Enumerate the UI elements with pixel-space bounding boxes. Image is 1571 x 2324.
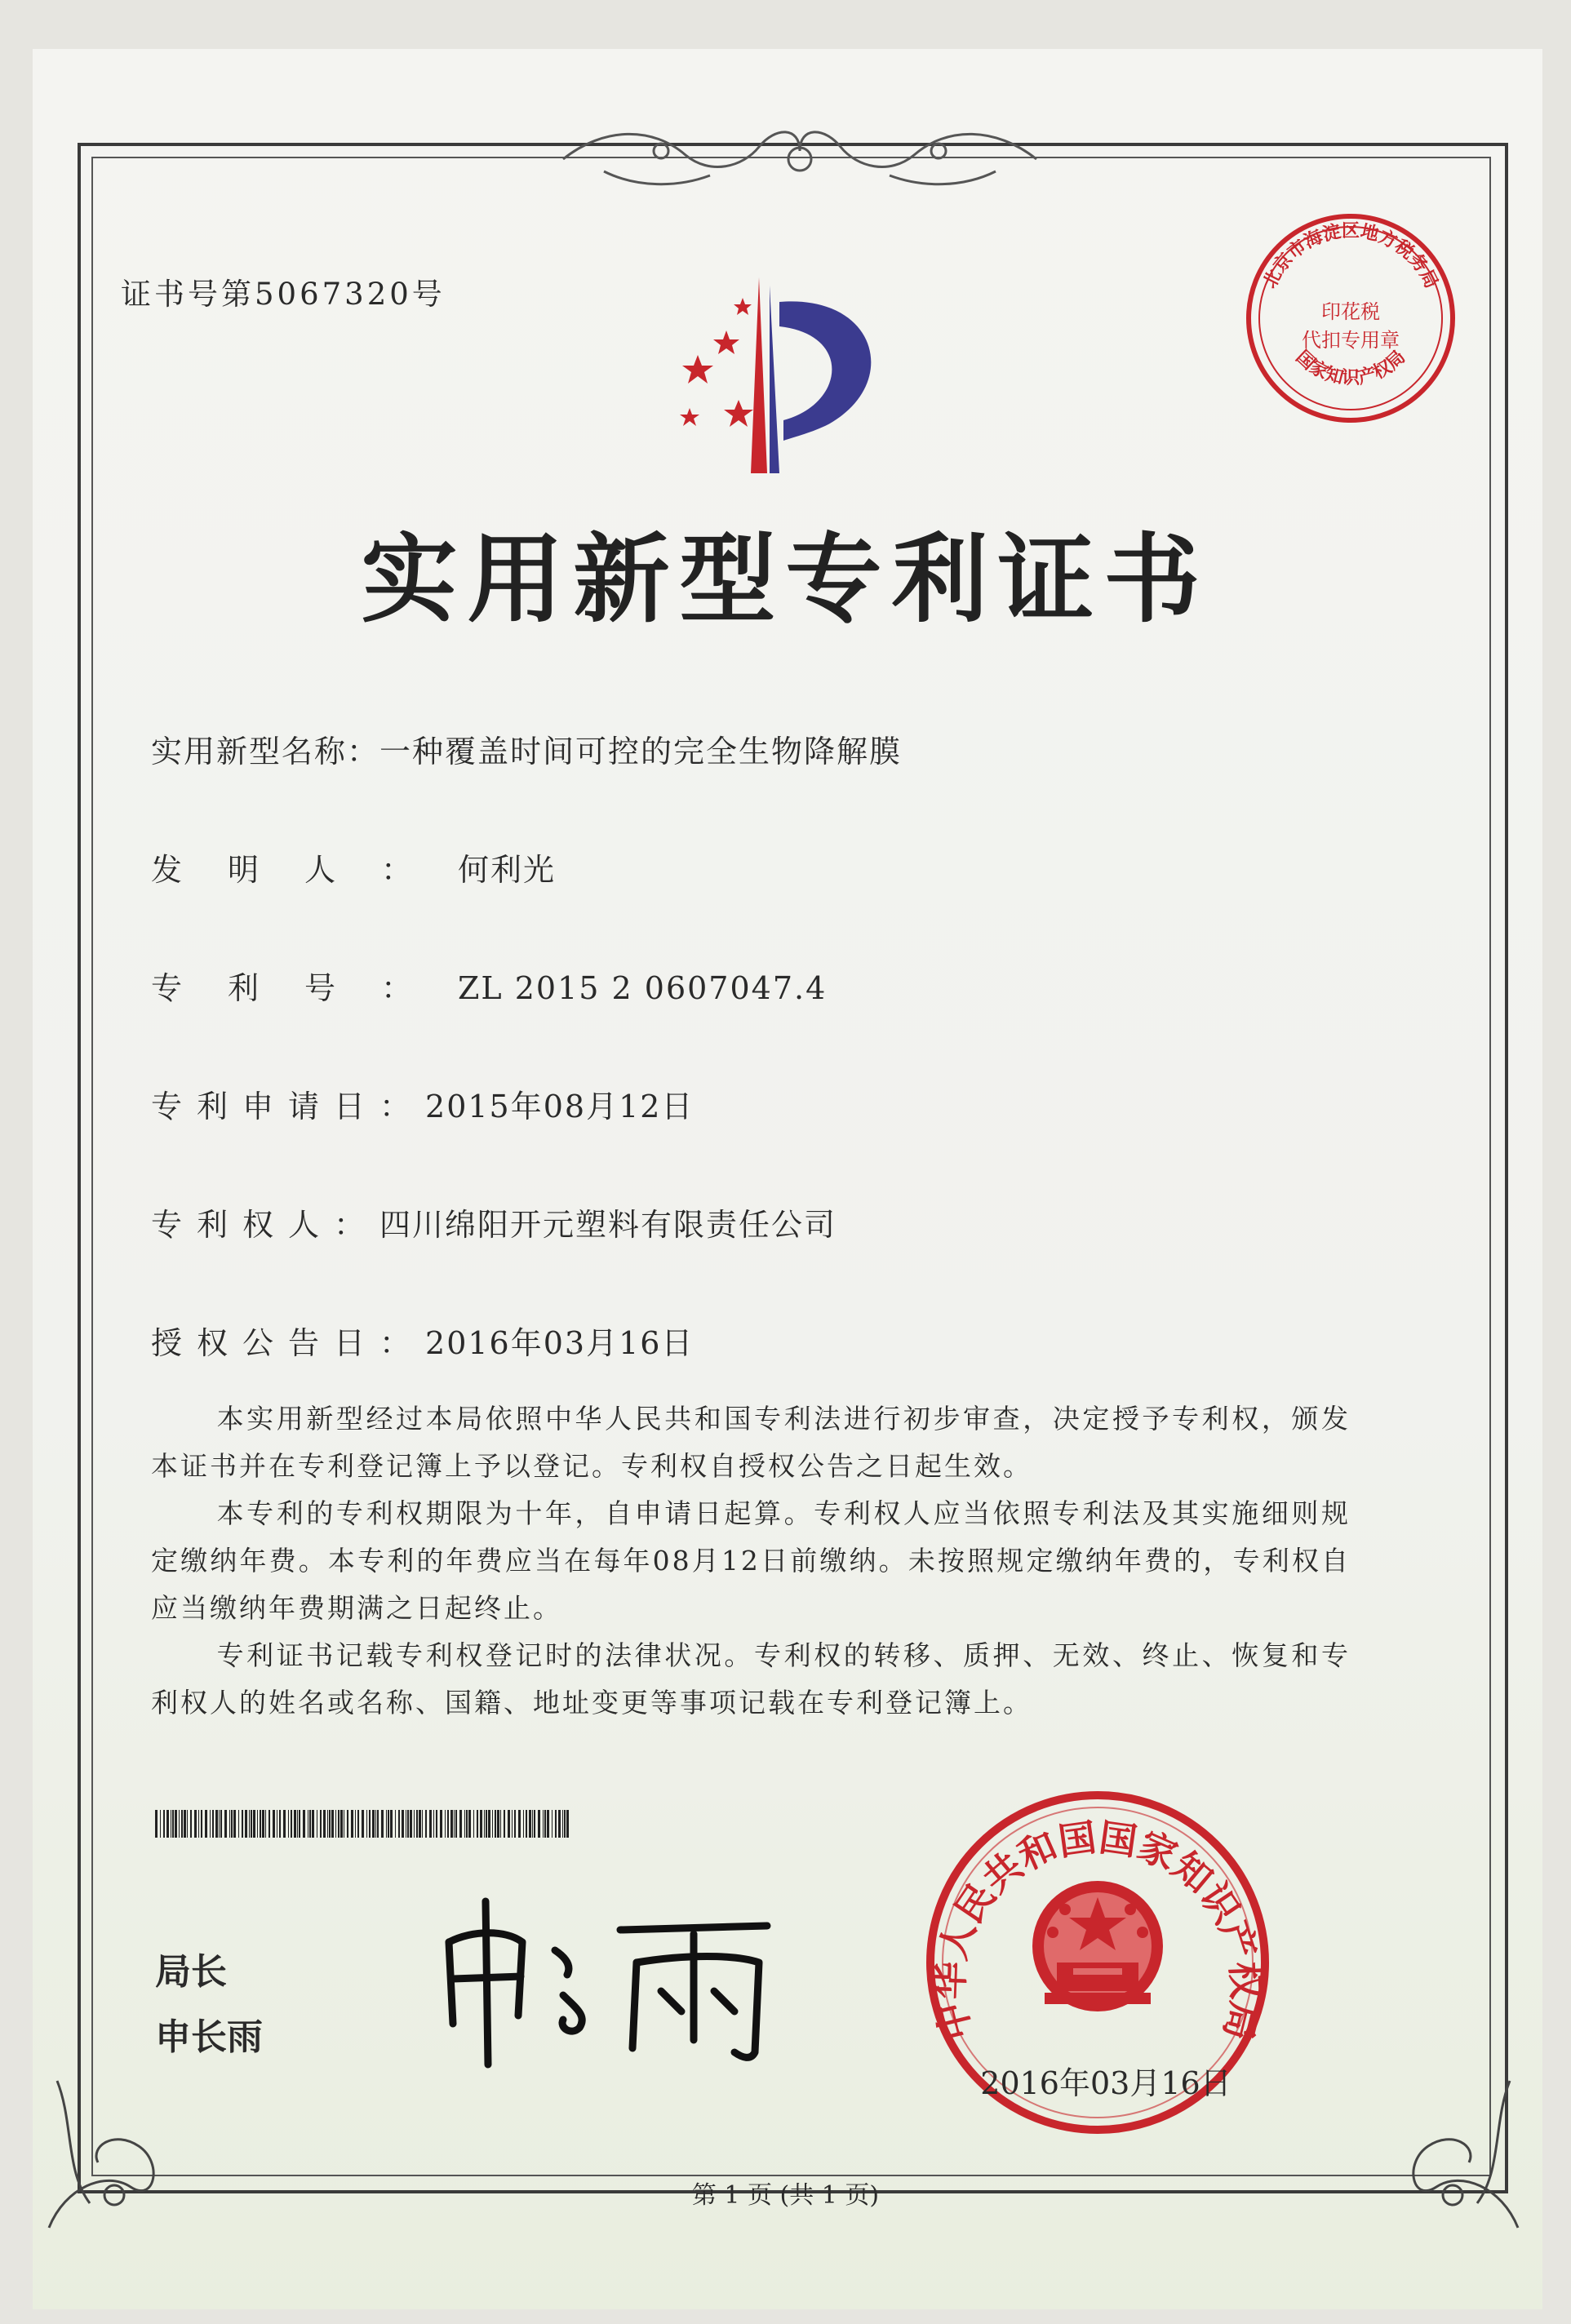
svg-text:国家知识产权局 — [1292, 347, 1409, 388]
barcode-bar — [297, 1810, 298, 1838]
barcode-bar — [436, 1810, 437, 1838]
barcode-bar — [231, 1810, 233, 1838]
barcode-bar — [386, 1810, 387, 1838]
barcode-bar — [347, 1810, 348, 1838]
paragraph-legal-status — [151, 1632, 1351, 1727]
barcode-bar — [407, 1810, 409, 1838]
barcode-bar — [543, 1810, 544, 1838]
barcode-bar — [534, 1810, 535, 1838]
barcode-bar — [233, 1810, 236, 1838]
certificate-number — [121, 269, 446, 313]
barcode-bar — [335, 1810, 336, 1838]
certificate-title: 实用新型专利证书 — [361, 522, 1210, 636]
barcode-bar — [190, 1810, 192, 1838]
barcode-bar — [312, 1810, 314, 1838]
barcode-bar — [422, 1810, 423, 1838]
barcode-bar — [331, 1810, 334, 1838]
barcode-bar — [395, 1810, 396, 1838]
paragraph-examination — [151, 1395, 1351, 1490]
barcode-bar — [486, 1810, 487, 1838]
barcode-bar — [212, 1810, 214, 1838]
barcode-bar — [366, 1810, 367, 1838]
barcode-bar — [402, 1810, 404, 1838]
barcode-bar — [166, 1810, 169, 1838]
barcode-bar — [566, 1810, 569, 1838]
barcode-bar — [447, 1810, 449, 1838]
barcode-bar — [523, 1810, 524, 1838]
certificate-number-suffix: 号 — [411, 277, 446, 312]
barcode-bar — [514, 1810, 516, 1838]
barcode-bar — [201, 1810, 202, 1838]
barcode-bar — [552, 1810, 553, 1838]
barcode-bar — [538, 1810, 540, 1838]
barcode-bar — [160, 1810, 161, 1838]
barcode-bar — [562, 1810, 563, 1838]
barcode-bar — [429, 1810, 432, 1838]
seal-ring-text: 中华人民共和国国家知识产权局 — [927, 1815, 1268, 2045]
field-value: 何利光 — [458, 852, 557, 888]
barcode-bar — [362, 1810, 364, 1838]
barcode-bar — [377, 1810, 379, 1838]
barcode-bar — [224, 1810, 227, 1838]
barcode-bar — [526, 1810, 527, 1838]
barcode-bar — [480, 1810, 482, 1838]
bottom-left-ornament — [41, 2073, 180, 2236]
paragraph-text: 本专利的专利权期限为十年，自申请日起算。专利权人应当依照专利法及其实施细则规定缴纳年费。本专利的年费应当在每年08月12日前缴纳。未按照规定缴纳年费的，专利权自应当缴纳年费期满之日起终止。 — [151, 1497, 1351, 1624]
barcode-bar — [283, 1810, 286, 1838]
tax-stamp-ring-text: 北京市海淀区地方税务局 — [1259, 221, 1442, 292]
barcode-bar — [477, 1810, 478, 1838]
paragraph-text: 专利证书记载专利权登记时的法律状况。专利权的转移、质押、无效、终止、恢复和专利权人的姓名或名称、国籍、地址变更等事项记载在专利登记簿上。 — [151, 1639, 1351, 1719]
barcode-bar — [497, 1810, 499, 1838]
barcode-bar — [369, 1810, 371, 1838]
barcode-bar — [329, 1810, 331, 1838]
barcode-bar — [468, 1810, 471, 1838]
page-number: 第 1 页 (共 1 页) — [691, 2181, 880, 2210]
barcode-bar — [179, 1810, 180, 1838]
barcode-bar — [205, 1810, 207, 1838]
barcode-bar — [323, 1810, 326, 1838]
barcode-bar — [372, 1810, 375, 1838]
barcode-bar — [245, 1810, 247, 1838]
barcode-bar — [338, 1810, 339, 1838]
barcode-bar — [194, 1810, 197, 1838]
barcode-bar — [512, 1810, 513, 1838]
tax-stamp-center-line2: 代扣专用章 — [1302, 329, 1400, 352]
field-inventor — [151, 845, 556, 889]
barcode-bar — [294, 1810, 296, 1838]
barcode-bar — [464, 1810, 465, 1838]
barcode-bar — [265, 1810, 266, 1838]
barcode-bar — [251, 1810, 252, 1838]
barcode-bar — [210, 1810, 211, 1838]
barcode-bar — [518, 1810, 521, 1838]
barcode-bar — [564, 1810, 566, 1838]
field-utility-model-name — [151, 726, 902, 771]
barcode-bar — [198, 1810, 199, 1838]
tax-stamp-ring-text-bottom: 国家知识产权局 — [1291, 347, 1410, 389]
barcode-bar — [320, 1810, 322, 1838]
barcode-bar — [532, 1810, 533, 1838]
field-value: 2015年08月12日 — [425, 1089, 695, 1124]
field-filing-date — [151, 1081, 694, 1126]
barcode-bar — [184, 1810, 186, 1838]
barcode-bar — [450, 1810, 453, 1838]
barcode-bar — [291, 1810, 292, 1838]
barcode-bar — [249, 1810, 250, 1838]
barcode-bar — [440, 1810, 442, 1838]
paragraph-text: 本实用新型经过本局依照中华人民共和国专利法进行初步审查，决定授予专利权，颁发本证书并在专利登记簿上予以登记。专利权自授权公告之日起生效。 — [151, 1403, 1351, 1482]
barcode-bar — [547, 1810, 549, 1838]
field-label: 专利权人： — [151, 1207, 380, 1243]
barcode-bar — [529, 1810, 531, 1838]
barcode-bar — [299, 1810, 300, 1838]
barcode-bar — [253, 1810, 255, 1838]
barcode-bar — [433, 1810, 434, 1838]
seal-date: 2016年03月16日 — [980, 2065, 1232, 2101]
certificate-number-value: 5067320 — [255, 277, 412, 312]
barcode-bar — [262, 1810, 264, 1838]
barcode-bar — [419, 1810, 421, 1838]
barcode-bar — [303, 1810, 305, 1838]
barcode-bar — [279, 1810, 281, 1838]
barcode-bar — [220, 1810, 222, 1838]
barcode-bar — [257, 1810, 258, 1838]
director-name: 申长雨 — [155, 2016, 263, 2058]
director-title: 局长 — [155, 1951, 227, 1993]
barcode-bar — [414, 1810, 415, 1838]
barcode-bar — [351, 1810, 353, 1838]
field-patent-number — [151, 963, 827, 1008]
barcode-bar — [388, 1810, 389, 1838]
barcode-bar — [215, 1810, 218, 1838]
national-emblem-icon — [1032, 1881, 1163, 2011]
barcode-bar — [410, 1810, 412, 1838]
barcode-bar — [500, 1810, 501, 1838]
barcode-bar — [309, 1810, 311, 1838]
paragraph-term — [151, 1490, 1351, 1632]
barcode-bar — [508, 1810, 510, 1838]
barcode-bar — [425, 1810, 427, 1838]
barcode-bar — [268, 1810, 270, 1838]
barcode-bar — [229, 1810, 230, 1838]
barcode-bar — [288, 1810, 289, 1838]
barcode-bar — [172, 1810, 174, 1838]
barcode-bar — [454, 1810, 455, 1838]
field-label: 专利号： — [151, 970, 459, 1006]
field-label: 实用新型名称： — [151, 734, 380, 769]
barcode-bar — [273, 1810, 275, 1838]
barcode-bar — [219, 1810, 220, 1838]
field-value: 四川绵阳开元塑料有限责任公司 — [379, 1207, 837, 1243]
director-signature — [424, 1885, 783, 2073]
barcode-bar — [187, 1810, 188, 1838]
field-patentee — [151, 1200, 837, 1244]
barcode-bar — [175, 1810, 177, 1838]
bottom-right-ornament — [1387, 2073, 1526, 2236]
field-grant-date — [151, 1318, 694, 1363]
barcode-bar — [445, 1810, 446, 1838]
barcode-bar — [327, 1810, 328, 1838]
barcode-bar — [375, 1810, 376, 1838]
barcode-bar — [504, 1810, 505, 1838]
barcode-bar — [390, 1810, 393, 1838]
barcode-bar — [544, 1810, 546, 1838]
barcode-bar — [155, 1810, 158, 1838]
svg-text:北京市海淀区地方税务局 — [1260, 221, 1441, 292]
barcode-bar — [455, 1810, 457, 1838]
barcode-bar — [260, 1810, 261, 1838]
barcode-bar — [484, 1810, 485, 1838]
barcode-bar — [416, 1810, 418, 1838]
field-value: 2016年03月16日 — [425, 1325, 695, 1361]
barcode-bar — [357, 1810, 359, 1838]
field-label: 专利申请日： — [151, 1089, 426, 1124]
cnipa-emblem-icon — [665, 269, 910, 481]
barcode-bar — [340, 1810, 343, 1838]
tax-stamp-center-line1: 印花税 — [1321, 300, 1380, 323]
field-label: 发明人： — [151, 852, 459, 888]
barcode-bar — [242, 1810, 243, 1838]
tax-stamp — [1240, 208, 1461, 428]
barcode-bar — [495, 1810, 496, 1838]
barcode-bar — [163, 1810, 165, 1838]
certificate-number-prefix: 证书号第 — [121, 277, 255, 312]
barcode-bar — [488, 1810, 490, 1838]
barcode — [155, 1810, 571, 1838]
field-value: 一种覆盖时间可控的完全生物降解膜 — [379, 734, 903, 769]
barcode-bar — [355, 1810, 356, 1838]
barcode-bar — [459, 1810, 462, 1838]
barcode-bar — [398, 1810, 400, 1838]
barcode-bar — [492, 1810, 493, 1838]
barcode-bar — [466, 1810, 468, 1838]
barcode-bar — [473, 1810, 474, 1838]
top-ornament — [555, 110, 1045, 200]
barcode-bar — [181, 1810, 183, 1838]
barcode-bar — [381, 1810, 384, 1838]
barcode-bar — [558, 1810, 561, 1838]
field-value: ZL 2015 2 0607047.4 — [458, 970, 828, 1006]
field-label: 授权公告日： — [151, 1325, 426, 1361]
barcode-bar — [555, 1810, 557, 1838]
barcode-bar — [238, 1810, 239, 1838]
